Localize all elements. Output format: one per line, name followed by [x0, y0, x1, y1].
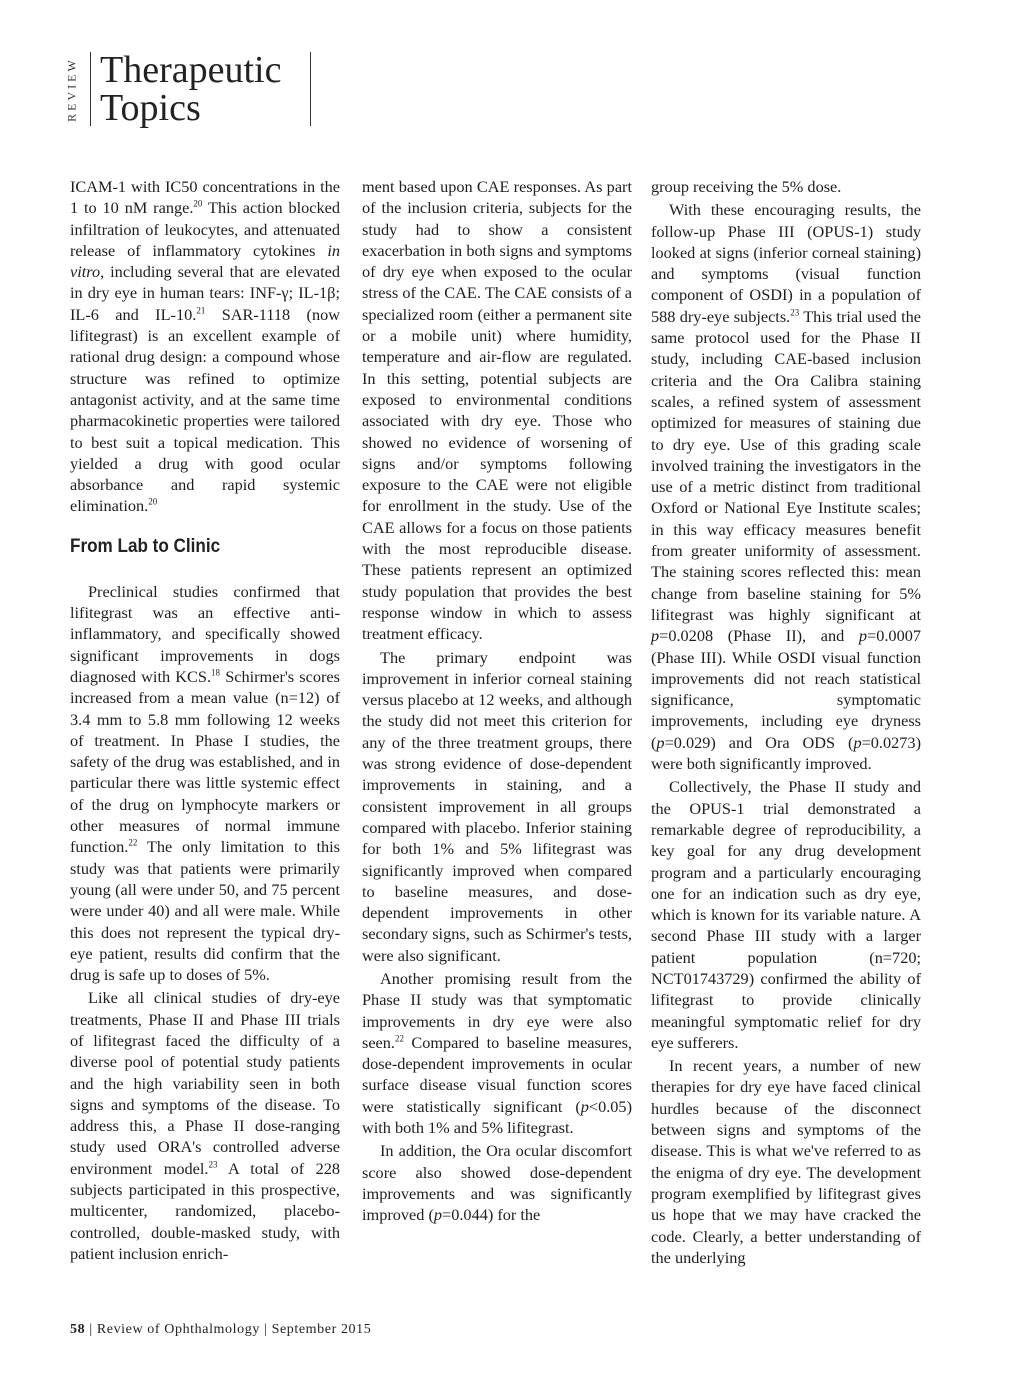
- paragraph: group receiving the 5% dose.: [651, 177, 842, 196]
- text-column-2: [362, 176, 632, 1228]
- paragraph: The primary endpoint was improvement in inferior corneal staining versus placebo at 12 weeks, and although the study did not meet this criterion for any of the three treatment groups, there was strong evidence of dose-dependent improvements in staining, and a consistent improvement in all groups compared with placebo. Inferior staining for both 1% and 5% lifitegrast was significantly improved when compared to baseline measures, and dose-dependent improvements in other secondary signs, such as Schirmer's tests, were also significant.: [362, 647, 632, 965]
- header-left-rule: [90, 52, 91, 126]
- paragraph: ment based upon CAE responses. As part of the inclusion criteria, subjects for the study had to show a consistent exacerbation in both signs and symptoms of dry eye when exposed to the ocular stress of the CAE. The CAE consists of a specialized room (either a permanent site or a mobile unit) where humidity, temperature and air-flow are regulated. In this setting, potential subjects are exposed to environmental conditions associated with dry eye. Those who showed no evidence of worsening of signs and/or symptoms following exposure to the CAE were not eligible for enrollment in the study. Use of the CAE allows for a focus on those patients with the most reproducible disease. These patients represent an optimized study population that provides the best response window in which to assess treatment efficacy.: [362, 177, 632, 644]
- header-right-rule: [310, 52, 311, 126]
- paragraph: ICAM-1 with IC50 concentrations in the 1 to 10 nM range.$^{20}$ This action blocked infiltration of leukocytes, and attenuated release of inflammatory cytokines in vitro, including several that are elevated in dry eye in human tears: INF-γ; IL-1β; IL-6 and IL-10.21 SAR-1118 (now lifitegrast) is an excellent example of rational drug design: a compound whose structure was refined to optimize antagonist activity, and at the same time pharmacokinetic properties were tailored to best suit a topical medication. This yielded a drug with good ocular absorbance and rapid systemic elimination.$^{20}$: [70, 177, 341, 516]
- text-column-3: [651, 176, 921, 1270]
- section-heading: From Lab to Clinic: [70, 535, 221, 557]
- paragraph: Another promising result from the Phase II study was that symptomatic improvements in dry eye were also seen.$^{22}$ Compared to baseline measures, dose-dependent improvements in ocular surface disease visual function scores were statistically significant (p<0.05) with both 1% and 5% lifitegrast.: [362, 968, 632, 1138]
- paragraph: Like all clinical studies of dry-eye treatments, Phase II and Phase III trials of lifitegrast faced the difficulty of a diverse pool of potential study patients and the high variability seen in both signs and symptoms of the disease. To address this, a Phase II dose-ranging study used ORA's controlled adverse environment model.$^{23}$ A total of 228 subjects participated in this prospective, multicenter, randomized, placebo-controlled, double-masked study, with patient inclusion enrich-: [70, 988, 340, 1263]
- paragraph: In recent years, a number of new therapies for dry eye have faced clinical hurdles because of the disconnect between signs and symptoms of the disease. This is what we've referred to as the enigma of dry eye. The development program exemplified by lifitegrast gives us hope that we may have cracked the code. Clearly, a better understanding of the underlying: [651, 1056, 921, 1267]
- text-column-1: [70, 176, 340, 1266]
- paragraph: Collectively, the Phase II study and the OPUS-1 trial demonstrated a remarkable degree of reproducibility, a key goal for any drug development program and a particularly encouraging one for an indication such as dry eye, which is known for its variable nature. A second Phase III study with a larger patient population (n=720; NCT01743729) confirmed the ability of lifitegrast to provide clinically meaningful symptomatic relief for dry eye sufferers.: [651, 777, 921, 1052]
- page-footer: [70, 1322, 371, 1338]
- issue-date: September 2015: [271, 1322, 372, 1337]
- publication-name: Review of Ophthalmology: [96, 1322, 260, 1337]
- paragraph: Preclinical studies confirmed that lifitegrast was an effective anti-inflammatory, and specifically showed significant improvements in dogs diagnosed with KCS.$^{18}$ Schirmer's scores increased from a mean value (n=12) of 3.4 mm to 5.8 mm following 12 weeks of treatment. In Phase I studies, the safety of the drug was established, and in particular there was little systemic effect of the drug on lymphocyte markers or other measures of normal immune function.$^{22}$ The only limitation to this study was that patients were primarily young (all were under 50, and 75 percent were under 40) and all were male. While this does not represent the typical dry-eye patient, results did confirm that the drug is safe up to doses of 5%.: [70, 581, 340, 985]
- page-number: 58: [70, 1322, 86, 1337]
- section-label: REVIEW: [64, 57, 79, 122]
- section-title-line1: Therapeutic: [100, 49, 282, 91]
- page-header: [60, 44, 320, 128]
- footer-separator: |: [89, 1322, 93, 1337]
- paragraph: In addition, the Ora ocular discomfort score also showed dose-dependent improvements and was significantly improved (p=0.044) for the: [362, 1141, 632, 1225]
- footer-separator: |: [264, 1322, 268, 1337]
- section-title-line2: Topics: [100, 87, 201, 129]
- paragraph: With these encouraging results, the follow-up Phase III (OPUS-1) study looked at signs (inferior corneal staining) and symptoms (visual function component of OSDI) in a population of 588 dry-eye subjects.$^{23}$ This trial used the same protocol used for the Phase II study, including CAE-based inclusion criteria and the Ora Calibra staining scales, a refined system of assessment optimized for measures of staining due to dry eye. Use of this grading scale involved training the investigators in the use of a metric distinct from traditional Oxford or National Eye Institute scales; in this way efficacy measures benefit from greater uniformity of assessment. The staining scores reflected this: mean change from baseline staining for 5% lifitegrast was highly significant at p=0.0208 (Phase II), and p=0.0007 (Phase III). While OSDI visual function improvements did not reach statistical significance, symptomatic improvements, including eye dryness (p=0.029) and Ora ODS (p=0.0273) were both significantly improved.: [651, 200, 921, 774]
